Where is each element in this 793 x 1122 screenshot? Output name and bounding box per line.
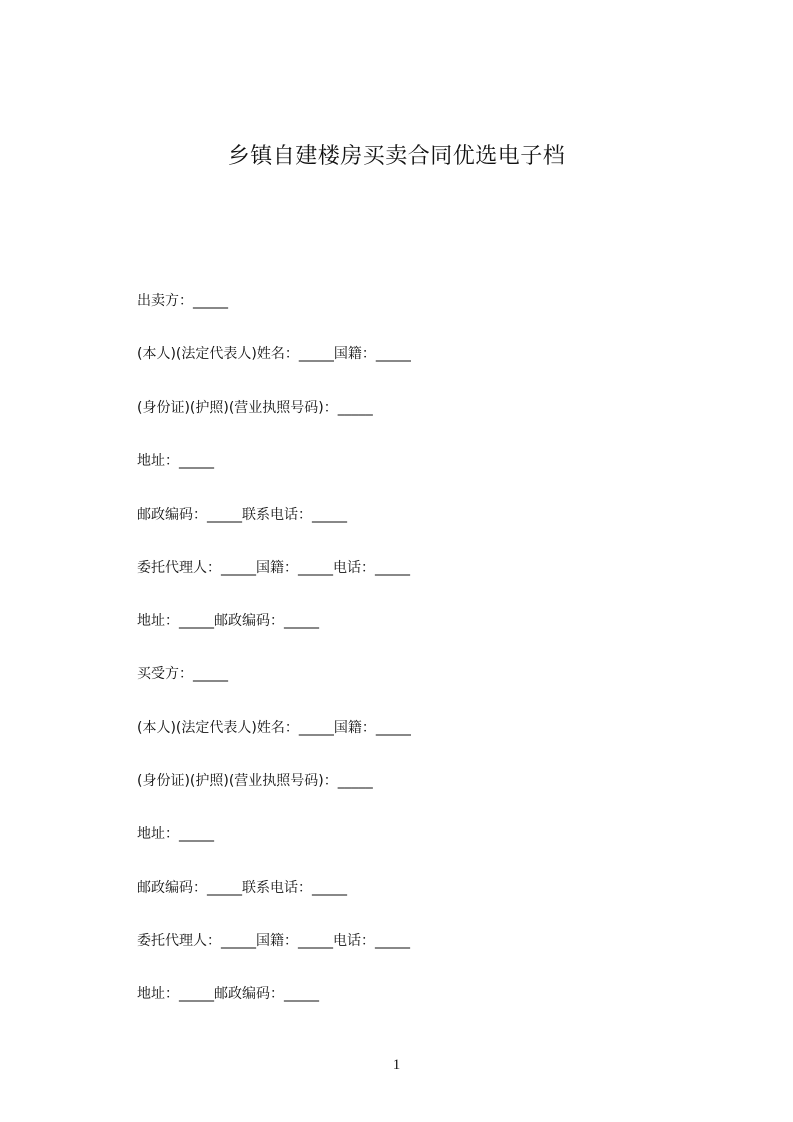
buyer-line: 买受方：_____	[137, 666, 228, 682]
buyer-agent-address-line: 地址：_____邮政编码：_____	[137, 986, 319, 1002]
seller-postcode-phone-line: 邮政编码：_____联系电话：_____	[137, 507, 347, 523]
buyer-address-line: 地址：_____	[137, 826, 214, 842]
document-title: 乡镇自建楼房买卖合同优选电子档	[227, 144, 566, 169]
seller-agent-line: 委托代理人：_____国籍：_____电话：_____	[137, 560, 410, 576]
seller-line: 出卖方：_____	[137, 293, 228, 309]
seller-name-nationality-line: (本人)(法定代表人)姓名：_____国籍：_____	[137, 346, 411, 362]
buyer-name-nationality-line: (本人)(法定代表人)姓名：_____国籍：_____	[137, 720, 411, 736]
page-number: 1	[392, 1057, 401, 1073]
seller-agent-address-line: 地址：_____邮政编码：_____	[137, 613, 319, 629]
buyer-postcode-phone-line: 邮政编码：_____联系电话：_____	[137, 880, 347, 896]
buyer-agent-line: 委托代理人：_____国籍：_____电话：_____	[137, 933, 410, 949]
buyer-id-line: (身份证)(护照)(营业执照号码)：_____	[137, 773, 373, 789]
seller-address-line: 地址：_____	[137, 453, 214, 469]
seller-id-line: (身份证)(护照)(营业执照号码)：_____	[137, 400, 373, 416]
